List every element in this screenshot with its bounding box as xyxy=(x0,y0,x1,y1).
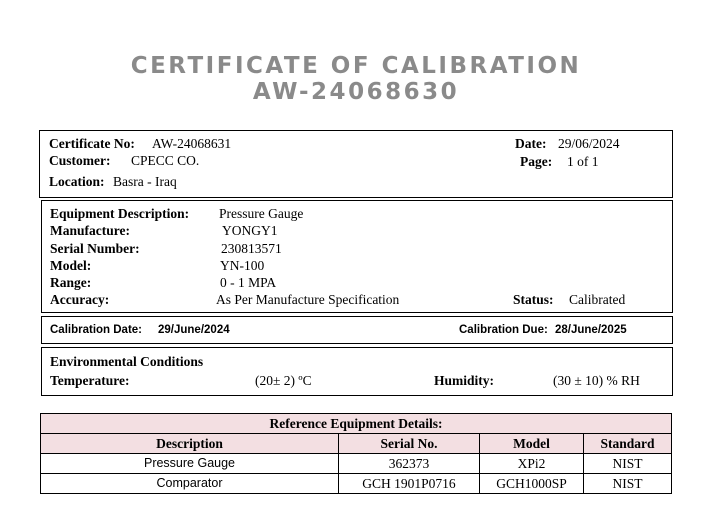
accuracy-label: Accuracy: xyxy=(50,292,110,307)
date-label: Date: xyxy=(515,136,547,151)
temperature-label: Temperature: xyxy=(50,373,130,388)
equipment-description-value: Pressure Gauge xyxy=(219,206,304,221)
cell-model: XPi2 xyxy=(480,454,584,474)
reference-caption: Reference Equipment Details: xyxy=(41,414,672,434)
column-header-standard: Standard xyxy=(584,434,672,454)
customer-value: CPECC CO. xyxy=(131,153,200,168)
column-header-description: Description xyxy=(41,434,339,454)
location-value: Basra - Iraq xyxy=(113,174,177,189)
cell-serial: 362373 xyxy=(339,454,480,474)
location-label: Location: xyxy=(49,174,105,189)
cell-description: Pressure Gauge xyxy=(41,454,339,474)
table-row xyxy=(41,474,672,494)
calibration-due-value: 28/June/2025 xyxy=(555,324,627,336)
page-value: 1 of 1 xyxy=(567,154,599,169)
customer-label: Customer: xyxy=(49,153,111,168)
model-value: YN-100 xyxy=(220,258,265,273)
cell-model: GCH1000SP xyxy=(480,474,584,494)
temperature-reading: (20± 2) ºC xyxy=(255,373,312,388)
date-value: 29/06/2024 xyxy=(558,136,620,151)
reference-equipment-table xyxy=(40,413,672,494)
environment-heading: Environmental Conditions xyxy=(50,354,204,369)
certificate-no-value: AW-24068631 xyxy=(152,136,232,151)
model-label: Model: xyxy=(50,258,92,273)
serial-number-value: 230813571 xyxy=(221,241,282,256)
certificate-number-title: AW-24068630 xyxy=(252,79,460,105)
temperature-value xyxy=(244,373,312,389)
calibration-due-label: Calibration Due: xyxy=(459,324,548,336)
certificate-title: CERTIFICATE OF CALIBRATION xyxy=(130,53,582,79)
certificate-no-label: Certificate No: xyxy=(49,136,135,151)
table-row xyxy=(41,454,672,474)
reference-header-row xyxy=(41,434,672,454)
status-label: Status: xyxy=(513,292,554,307)
status-value: Calibrated xyxy=(569,292,626,307)
column-header-serial: Serial No. xyxy=(339,434,480,454)
calibration-date-value: 29/June/2024 xyxy=(158,324,230,336)
range-value: 0 - 1 MPA xyxy=(220,275,277,290)
humidity-label: Humidity: xyxy=(434,373,495,388)
cell-serial: GCH 1901P0716 xyxy=(339,474,480,494)
humidity-value: (30 ± 10) % RH xyxy=(553,373,640,388)
column-header-model: Model xyxy=(480,434,584,454)
range-label: Range: xyxy=(50,275,92,290)
accuracy-value: As Per Manufacture Specification xyxy=(216,292,400,307)
manufacture-value: YONGY1 xyxy=(222,223,278,238)
equipment-description-label: Equipment Description: xyxy=(50,206,190,221)
cell-standard: NIST xyxy=(584,474,672,494)
serial-number-label: Serial Number: xyxy=(50,241,140,256)
reference-caption-row xyxy=(41,414,672,434)
cell-standard: NIST xyxy=(584,454,672,474)
calibration-date-label: Calibration Date: xyxy=(50,324,143,336)
manufacture-label: Manufacture: xyxy=(50,223,130,238)
page-label: Page: xyxy=(520,154,553,169)
cell-description: Comparator xyxy=(41,474,339,494)
